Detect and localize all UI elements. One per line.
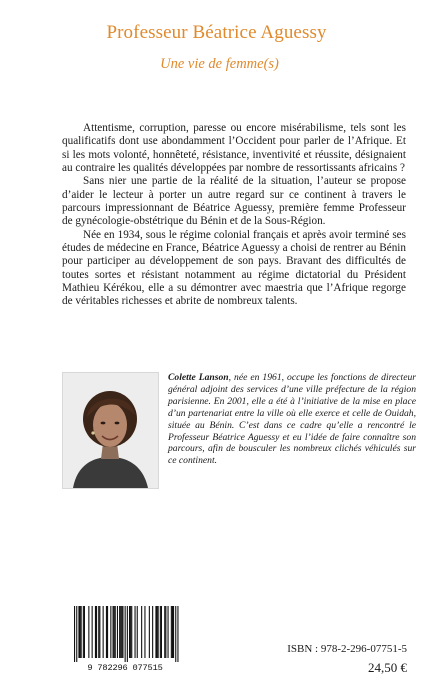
barcode-bar: [106, 606, 107, 658]
barcode-bar: [171, 606, 172, 658]
barcode-bar: [95, 606, 96, 658]
barcode-bar: [84, 606, 85, 658]
barcode-bar: [78, 606, 79, 658]
barcode-bar: [173, 606, 174, 658]
barcode-bar: [76, 606, 77, 662]
barcode-bar: [155, 606, 156, 658]
barcode-bar: [127, 606, 128, 662]
isbn: ISBN : 978-2-296-07751-5: [287, 643, 407, 655]
book-subtitle: Une vie de femme(s): [160, 56, 279, 72]
barcode-bar: [157, 606, 158, 658]
barcode-bar: [129, 606, 130, 658]
blurb-paragraph-2: Sans nier une partie de la réalité de la situation, l’auteur se propose d’aider le lecteur à porter un autre regard sur ce continent à travers le parcours impressionnant de Béatrice Aguessy, première femme Professeur de gynécologie-obstétrique du Bénin et de la Sous-Région.: [62, 175, 406, 228]
barcode-bar: [172, 606, 173, 658]
author-portrait-icon: [63, 373, 158, 488]
barcode-bar: [177, 606, 178, 662]
blurb-paragraph-1: Attentisme, corruption, paresse ou encore misérabilisme, tels sont les qualificatifs dont use abondamment l’Occident pour parler de l’Afrique. Et si les mots volonté, honnêteté, résistance, inventivité et réussite, désignaient au contraire les qualités développées par nombre de ressortissants africains ?: [62, 122, 406, 175]
barcode-bar: [125, 606, 126, 662]
barcode-bar: [115, 606, 116, 658]
barcode-bar: [144, 606, 145, 658]
back-cover-blurb: [62, 122, 406, 309]
barcode-bar: [74, 606, 75, 662]
barcode-bars: [66, 604, 184, 662]
barcode-bar: [81, 606, 82, 658]
barcode-bar: [107, 606, 108, 658]
blurb-paragraph-3: Née en 1934, sous le régime colonial français et après avoir terminé ses études de médecine en France, Béatrice Aguessy a choisi de rentrer au Bénin pour participer au développement de son pays. Bravant des difficultés de toutes sortes et résistant notamment au régime dictatorial du Président Mathieu Kérékou, elle a su démontrer avec maestria que l’Afrique regorge de véritables richesses et abrite de nombreux talents.: [62, 228, 406, 308]
barcode-bar: [168, 606, 169, 658]
barcode-bar: [130, 606, 131, 658]
barcode-bar: [83, 606, 84, 658]
barcode-bar: [92, 606, 93, 658]
author-photo: [62, 372, 159, 489]
barcode-bar: [117, 606, 118, 658]
barcode-bar: [103, 606, 104, 658]
barcode-bar: [110, 606, 111, 658]
barcode-bar: [119, 606, 120, 658]
barcode-bar: [135, 606, 136, 658]
book-title: Professeur Béatrice Aguessy: [106, 22, 327, 43]
barcode-bar: [141, 606, 142, 658]
barcode-bar: [114, 606, 115, 658]
barcode: [66, 604, 184, 680]
author-bio-text: , née en 1961, occupe les fonctions de directeur général adjoint des services d’une ville préfecture de la région parisienne. En 2001, elle a été à l’initiative de la mise en place d’un partenariat entre la ville où elle exerce et celle de Ouidah, située au Bénin. C’est dans ce cadre qu’elle a rencontré le Professeur Béatrice Aguessy et eu l’idée de faire connaître son parcours, afin de bousculer les nombreux clichés véhiculés sur ce continent.: [168, 372, 416, 467]
barcode-bar: [175, 606, 176, 662]
barcode-bar: [160, 606, 161, 658]
author-bio: [168, 372, 416, 467]
barcode-bar: [99, 606, 100, 658]
barcode-bar: [137, 606, 138, 658]
barcode-bar: [164, 606, 165, 658]
barcode-bar: [122, 606, 123, 658]
price: 24,50 €: [368, 660, 407, 675]
barcode-bar: [120, 606, 121, 658]
barcode-bar: [161, 606, 162, 658]
barcode-bar: [149, 606, 150, 658]
barcode-bar: [158, 606, 159, 658]
barcode-digits: 9 782296 077515: [87, 663, 163, 673]
barcode-bar: [152, 606, 153, 658]
barcode-bar: [88, 606, 89, 658]
barcode-bar: [113, 606, 114, 658]
barcode-bar: [96, 606, 97, 658]
barcode-bar: [98, 606, 99, 658]
barcode-bar: [121, 606, 122, 658]
barcode-bar: [165, 606, 166, 658]
barcode-bar: [80, 606, 81, 658]
barcode-bar: [131, 606, 132, 658]
author-name: Colette Lanson: [168, 372, 229, 383]
